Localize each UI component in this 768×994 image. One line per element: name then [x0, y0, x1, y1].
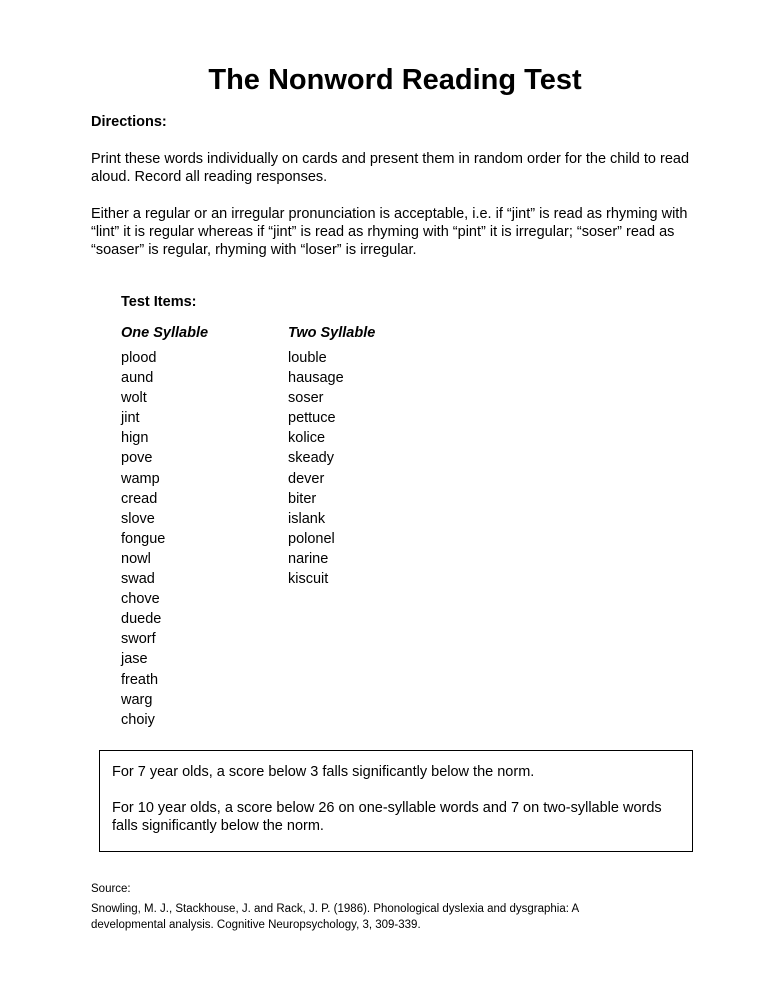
word-item: slove: [121, 510, 155, 527]
word-item: chove: [121, 591, 160, 608]
source-label: Source:: [91, 883, 131, 895]
one-syllable-word-list: [121, 348, 208, 730]
word-item: nowl: [121, 550, 151, 567]
word-item: wolt: [121, 390, 147, 407]
word-item: swad: [121, 571, 155, 588]
directions-heading: Directions:: [91, 114, 167, 130]
word-item: skeady: [288, 450, 334, 467]
word-item: pove: [121, 450, 153, 467]
word-item: jint: [121, 410, 140, 427]
directions-paragraph-1: Print these words individually on cards and present them in random order for the child to read aloud. Record all reading responses.: [91, 151, 690, 185]
word-item: jase: [121, 651, 148, 668]
two-syllable-word-list: [288, 348, 375, 589]
word-item: soser: [288, 390, 324, 407]
source-citation: Snowling, M. J., Stackhouse, J. and Rack, J. P. (1986). Phonological dyslexia and dysgraphia: A developmental analysis. Cognitive Neuropsychology, 3, 309-339.: [91, 903, 579, 931]
word-item: dever: [288, 470, 325, 487]
one-syllable-column: [121, 324, 208, 730]
word-item: plood: [121, 350, 157, 366]
word-item: cread: [121, 490, 158, 507]
word-item: sworf: [121, 631, 156, 648]
source-section: [91, 881, 651, 933]
two-syllable-column: [288, 324, 375, 589]
word-item: kiscuit: [288, 571, 329, 588]
norm-7-year-olds: For 7 year olds, a score below 3 falls significantly below the norm.: [112, 764, 535, 780]
word-item: duede: [121, 611, 162, 628]
norms-box: [99, 750, 693, 852]
word-item: wamp: [121, 470, 160, 487]
word-item: islank: [288, 510, 326, 527]
word-item: fongue: [121, 530, 166, 547]
page-title: The Nonword Reading Test: [208, 64, 582, 96]
word-item: choiy: [121, 711, 155, 728]
directions-paragraph-2: Either a regular or an irregular pronunciation is acceptable, i.e. if “jint” is read as rhyming with “lint” it is regular whereas if “jint” is read as rhyming with “pint” it is irregular; “soser” read as “soaser” is regular, rhyming with “loser” is irregular.: [91, 206, 688, 258]
word-item: polonel: [288, 530, 335, 547]
word-item: louble: [288, 350, 327, 366]
test-items-heading: Test Items:: [121, 294, 197, 310]
word-item: aund: [121, 370, 154, 387]
word-item: narine: [288, 550, 329, 567]
word-item: pettuce: [288, 410, 336, 427]
norm-10-year-olds: For 10 year olds, a score below 26 on one-syllable words and 7 on two-syllable words falls significantly below the norm.: [112, 800, 662, 834]
word-item: kolice: [288, 430, 326, 447]
word-item: hign: [121, 430, 149, 447]
word-item: hausage: [288, 370, 344, 387]
word-item: warg: [121, 691, 153, 708]
word-item: freath: [121, 671, 159, 688]
one-syllable-heading: One Syllable: [121, 325, 209, 341]
two-syllable-heading: Two Syllable: [288, 325, 376, 341]
word-item: biter: [288, 490, 317, 507]
